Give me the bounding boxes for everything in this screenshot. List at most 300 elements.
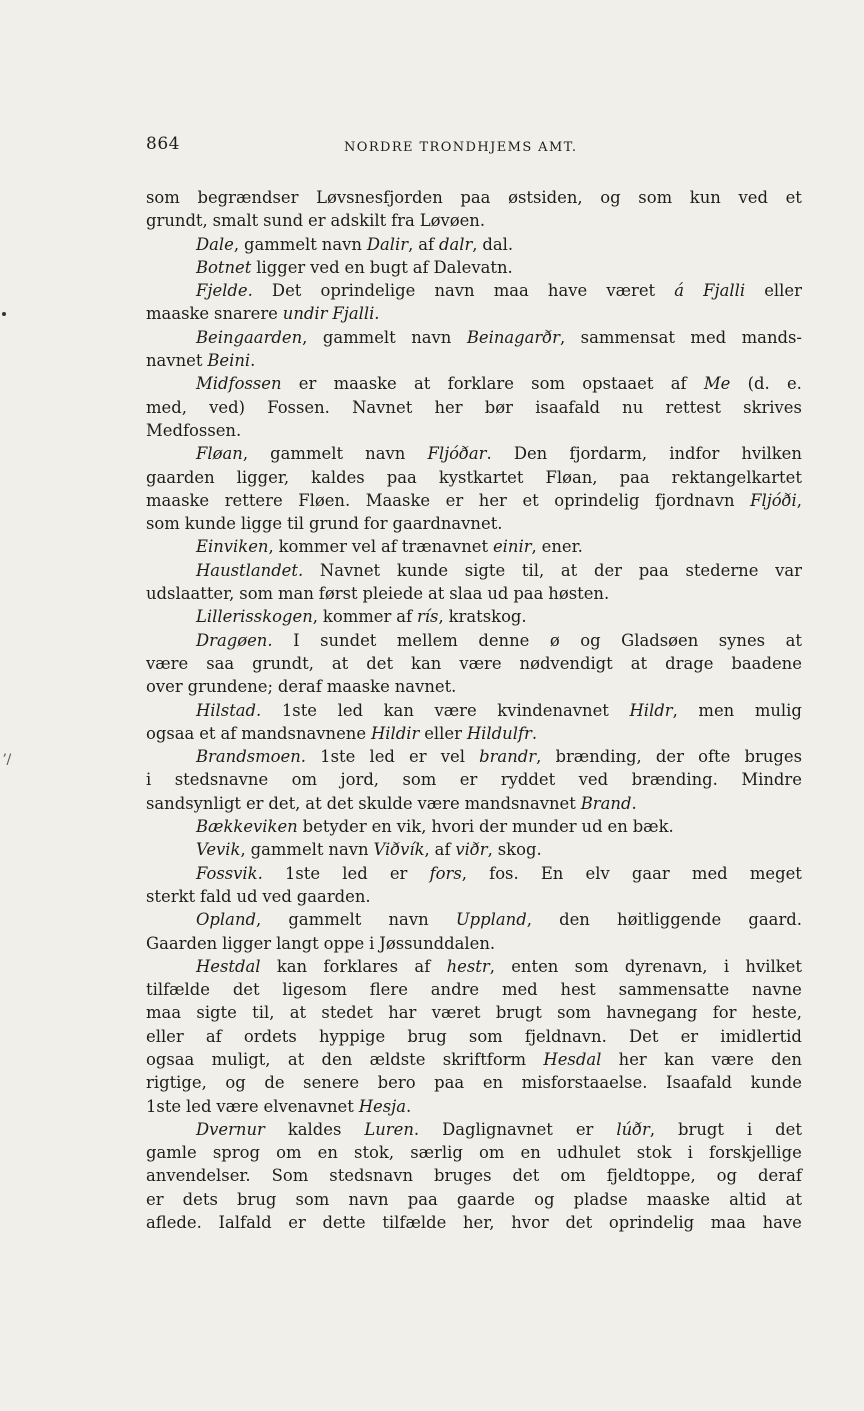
word: brugt [678,1119,725,1139]
word: hestr, [446,956,495,976]
word: en [317,1143,338,1163]
word: Fløen. [298,490,351,510]
word: en [371,817,392,837]
word: rektangelkartet [671,467,802,487]
word: dalr, [438,234,478,254]
word: et [199,723,216,743]
word: sigte [196,1003,237,1023]
word: 1ste [320,747,356,767]
word: maaske [146,304,210,324]
word: Einviken, [196,537,274,557]
word: der [479,817,508,837]
word: der [655,747,684,767]
word: rettest [665,397,721,417]
word: Hildir [370,723,420,743]
word: navn [365,444,406,464]
word: til [286,514,305,534]
word: af [396,607,413,627]
word: mulig [754,700,802,720]
word: Navnet [319,560,381,580]
word: sigte [464,560,506,580]
word: være [417,793,460,813]
body-text [146,186,802,1234]
word: sammensatte [618,980,730,1000]
word: vik, [396,817,427,837]
word: en [607,817,628,837]
word: at [287,1049,305,1069]
word: kaldes [287,1119,342,1139]
word: Dalevatn. [433,257,513,277]
word: Fjalli [703,281,746,301]
word: over [146,677,183,697]
word: kommer [322,607,392,627]
word: fjordnavn [655,490,735,510]
word: á [674,281,685,301]
word: stedsnavne [174,770,269,790]
word: paa [434,1073,465,1093]
word: baadene [731,653,802,673]
word: trænavnet [401,537,489,557]
word: paa [386,467,417,487]
word: til, [521,560,545,580]
text-line [146,838,802,861]
word: Mindre [741,770,802,790]
word: nu [622,397,644,417]
word: Fløan, [196,444,249,464]
word: 1ste [281,700,317,720]
text-line [146,792,802,815]
text-line [146,978,802,1001]
word: den [321,1049,353,1069]
text-line [146,512,802,535]
word: synes [718,630,766,650]
word: en [344,257,365,277]
word: det [326,793,354,813]
word: dette [322,1213,366,1233]
word: Haustlandet. [196,560,304,580]
word: her [434,397,463,417]
word: af [418,234,435,254]
word: af [381,537,397,557]
text-line [146,489,802,512]
word: have [547,281,588,301]
word: bruges [744,747,802,767]
word: mellem [396,630,458,650]
word: med [691,863,728,883]
word: gamle [146,1143,197,1163]
word: det [232,980,260,1000]
word: en [520,1143,541,1163]
word: østsiden, [508,188,583,207]
text-line [146,885,802,908]
word: været [431,1003,481,1023]
word: paa [638,560,669,580]
running-head: NORDRE TRONDHJEMS AMT. [344,140,578,155]
word: Som [271,1166,309,1186]
text-line [146,1211,802,1234]
word: hest [560,980,596,1000]
word: kun [689,188,721,207]
word: at [414,374,431,394]
word: Opland, [196,910,262,930]
word: Botnet [196,257,252,277]
word: drage [665,653,714,673]
word: Brand. [580,793,637,813]
word: skriftform [442,1049,527,1069]
word: den [559,910,590,930]
word: er [445,490,464,510]
word: er [146,1189,164,1209]
word: imidlertid [720,1026,802,1046]
word: elvenavnet [263,1096,354,1116]
word: at [305,793,322,813]
word: oprindelige [320,281,416,301]
word: er [575,1119,594,1139]
word: ved [262,886,292,906]
word: af [412,257,429,277]
word: Hestdal [196,956,261,976]
word: elv [585,863,610,883]
word: Me [703,374,731,394]
word: Navnet [352,397,413,417]
word: Beingaarden, [196,327,308,347]
word: anvendelser. [146,1166,251,1186]
word: langt [276,933,319,953]
word: meget [749,863,802,883]
word: de [264,1073,285,1093]
word: led [337,700,364,720]
word: ryddet [500,770,556,790]
word: rís, [416,607,444,627]
word: brænding. [631,770,718,790]
word: for [712,1003,737,1023]
word: grund [308,514,359,534]
word: oppe [323,933,365,953]
word: det [366,653,394,673]
word: 1ste [146,1096,182,1116]
word: Beinagarðr, [466,327,566,347]
word: og [225,1073,246,1093]
word: sprog [212,1143,260,1163]
word: er [245,793,264,813]
word: af [414,956,431,976]
word: sund [263,211,304,231]
word: brugt [495,1003,542,1023]
word: hyppige [318,1026,386,1046]
word: altid [729,1189,767,1209]
word: Dragøen. [196,630,273,650]
word: rigtige, [146,1073,207,1093]
word: være [459,653,502,673]
word: Fljóðar. [427,444,492,464]
word: led [186,1096,212,1116]
word: oprindelig [608,1213,695,1233]
word: Det [628,1026,659,1046]
word: er [459,770,478,790]
word: mandsnavnene [241,723,367,743]
word: af [205,1026,222,1046]
text-line [146,955,802,978]
text-line [146,675,802,698]
word: begrændser [197,188,299,207]
word: brænding, [555,747,642,767]
word: Lillerisskogen, [196,607,318,627]
word: ved) [209,397,246,417]
word: lúðr, [616,1119,656,1139]
word: at [630,653,648,673]
word: Hildr, [629,700,678,720]
word: hvor [511,1213,549,1233]
word: Gaarden [146,933,218,953]
word: er [409,747,427,767]
word: forskjellige [709,1143,802,1163]
word: einir, [492,537,537,557]
word: navn [348,1189,389,1209]
word: ofte [698,747,731,767]
text-line [146,1188,802,1211]
word: bæk. [632,817,674,837]
word: dyrenavn, [624,956,708,976]
word: navn [388,910,429,930]
text-line [146,535,802,558]
word: som [531,374,565,394]
word: gammelt [322,327,396,347]
word: fra [391,211,415,231]
word: Dalir, [366,234,414,254]
margin-dot [2,312,6,316]
word: have [762,1213,802,1233]
text-line [146,1141,802,1164]
word: er [389,863,408,883]
word: være [434,700,477,720]
text-line [146,652,802,675]
text-line [146,908,802,931]
word: med [690,327,727,347]
word: Fløan, [545,467,598,487]
word: den [771,1049,802,1069]
word: et [785,188,802,207]
word: det [775,1119,802,1139]
word: gammelt [243,234,317,254]
word: som [146,514,180,534]
word: hvori [431,817,475,837]
word: om [560,1166,586,1186]
word: som [239,584,274,604]
word: her, [463,1213,495,1233]
word: paa [407,1189,438,1209]
word: gaar [631,863,670,883]
word: brug [407,1026,447,1046]
word: indfor [669,444,720,464]
word: bør [484,397,513,417]
word: deraf [277,677,322,697]
word: eller [764,281,802,301]
word: Brandsmoen. [196,747,306,767]
word: maaske [326,677,390,697]
word: e. [786,374,802,394]
word: det, [268,793,301,813]
word: grundt, [252,653,314,673]
word: bugt [369,257,408,277]
text-line [146,1025,802,1048]
word: man [278,584,314,604]
word: ordets [243,1026,297,1046]
word: ligger [222,933,272,953]
word: Hildulfr. [466,723,538,743]
word: ogsaa [146,1049,195,1069]
word: Løvøen. [419,211,486,231]
word: snarere [214,304,278,324]
text-line [146,256,802,279]
word: gaardnavnet. [392,514,503,534]
word: paa [513,584,544,604]
text-line [146,1001,802,1024]
word: oprindelig [554,490,640,510]
word: tilfælde [146,980,210,1000]
word: rettere [224,490,283,510]
word: har [388,1003,417,1023]
text-line [146,1118,802,1141]
word: pladse [573,1189,628,1209]
word: navn [328,840,369,860]
word: ved [310,257,340,277]
word: gammelt [250,840,324,860]
word: kunde [184,514,236,534]
word: stok, [354,1143,395,1163]
word: var [775,560,802,580]
text-line [146,186,802,209]
word: at [785,1189,802,1209]
word: høitliggende [617,910,722,930]
word: senere [303,1073,360,1093]
word: eller [146,1026,184,1046]
word: pleiede [362,584,424,604]
word: Uppland, [455,910,532,930]
word: her [618,1049,647,1069]
word: som [295,1189,330,1209]
word: ældste [369,1049,426,1069]
word: gaarden. [296,886,371,906]
word: af [670,374,687,394]
word: med, [146,397,187,417]
text-line [146,442,802,465]
word: Hilstad. [196,700,262,720]
word: navn [434,281,475,301]
text-line [146,419,802,442]
word: grundt, [146,211,208,231]
word: Viðvík, [373,840,430,860]
word: om [291,770,318,790]
word: ligesom [282,980,347,1000]
word: Luren. [364,1119,420,1139]
word: gammelt [270,444,344,464]
word: Løvsnesfjorden [316,188,443,207]
word: kan [411,653,442,673]
word: grundene; [187,677,273,697]
word: udhulet [556,1143,621,1163]
word: kratskog. [448,607,527,627]
word: jord, [340,770,380,790]
word: gaarde [456,1189,515,1209]
word: navnet. [394,677,457,697]
word: kaldes [311,467,365,487]
word: er [680,1026,699,1046]
word: Daglignavnet [442,1119,553,1139]
text-line [146,1095,802,1118]
word: sammensat [580,327,675,347]
word: Medfossen. [146,420,242,440]
text-line [146,629,802,652]
word: er [308,211,326,231]
word: være [146,653,189,673]
word: kan [276,956,308,976]
word: fos. [489,863,519,883]
word: vel [351,537,377,557]
word: Gladsøen [621,630,699,650]
word: Midfossen [196,374,282,394]
word: at [785,630,802,650]
word: kvindenavnet [497,700,609,720]
word: (d. [747,374,770,394]
text-line [146,699,802,722]
word: ligger, [236,467,290,487]
word: skog. [497,840,542,860]
word: tilfælde [382,1213,447,1233]
word: navn [321,234,362,254]
word: som [574,956,609,976]
word: mands- [741,327,802,347]
word: sterkt [146,886,196,906]
word: som [468,1026,503,1046]
word: Den [513,444,548,464]
text-line [146,815,802,838]
word: heste, [751,1003,802,1023]
word: ligge [240,514,283,534]
word: særlig [410,1143,463,1163]
word: og [600,188,621,207]
page-number: 864 [146,134,180,154]
word: En [540,863,564,883]
word: i [746,1119,753,1139]
word: Isaafald [666,1073,733,1093]
word: I [293,630,300,650]
word: enten [511,956,559,976]
word: være [216,1096,259,1116]
text-line [146,1164,802,1187]
word: betyder [302,817,367,837]
page-header [146,132,806,162]
text-line [146,862,802,885]
text-line [146,932,802,955]
word: maaske [333,374,397,394]
text-line [146,582,802,605]
word: maaske [646,1189,711,1209]
word: andre [430,980,480,1000]
word: først [318,584,358,604]
text-line [146,1048,802,1071]
word: og [580,630,601,650]
word: hvilken [741,444,802,464]
word: i [723,956,730,976]
word: et [522,490,539,510]
word: skrives [743,397,802,417]
text-line [146,745,802,768]
word: ogsaa [146,723,195,743]
word: ud [487,584,509,604]
word: Fjalli. [332,304,380,324]
word: forklare [447,374,514,394]
word: kan [383,700,414,720]
